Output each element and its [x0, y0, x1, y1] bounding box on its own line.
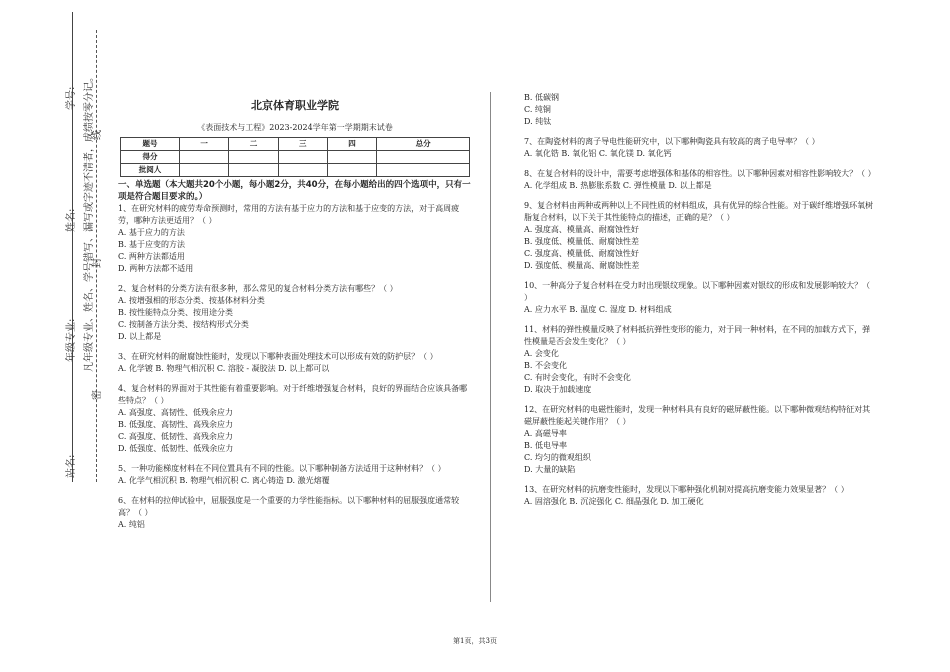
question-option: A. 强度高、模量高、耐腐蚀性好: [524, 225, 639, 234]
grade-major-label: 年级专业:: [66, 318, 77, 362]
question-stem: 5、一种功能梯度材料在不同位置具有不同的性能。以下哪种制备方法适用于这种材料？（ ）: [118, 464, 446, 473]
question-stem: 7、在陶瓷材料的离子导电性能研究中，以下哪种陶瓷具有较高的离子电导率？（ ）: [524, 137, 820, 146]
question-option: B. 不会变化: [524, 361, 567, 370]
question: [524, 404, 874, 476]
question-option: B. 强度低、模量低、耐腐蚀性差: [524, 237, 639, 246]
question-option: A. 纯铝: [118, 520, 145, 529]
question-option: C. 强度高、模量低、耐腐蚀性好: [524, 249, 639, 258]
question: [118, 283, 472, 343]
question-stem: 2、复合材料的分类方法有很多种，那么常见的复合材料分类方法有哪些？（ ）: [118, 284, 398, 293]
question: [118, 383, 472, 455]
score-header-cell: 总分: [377, 138, 470, 151]
binding-mi: 密: [92, 390, 103, 400]
grader-row-label: 批阅人: [121, 164, 180, 177]
score-cell: [278, 151, 327, 164]
binding-xian: 线: [92, 130, 103, 140]
binding-margin: [0, 0, 110, 672]
score-cell: [278, 164, 327, 177]
score-row: [121, 151, 470, 164]
question-option: A. 高磁导率: [524, 429, 567, 438]
question-option: B. 低强度、高韧性、高残余应力: [118, 420, 233, 429]
question-option: D. 低强度、低韧性、低残余应力: [118, 444, 234, 453]
exam-subtitle: 《表面技术与工程》2023-2024学年第一学期期末试卷: [197, 123, 393, 132]
score-cell: [180, 164, 229, 177]
question-stem: 12、在研究材料的电磁性能时，发现一种材料具有良好的磁屏蔽性能。以下哪种微观结构特征对其磁屏蔽性能起关键作用？（ ）: [524, 405, 871, 426]
question-stem: 9、复合材料由两种或两种以上不同性质的材料组成，具有优异的综合性能。对于碳纤维增强环氧树脂复合材料，以下关于其性能特点的描述，正确的是？（ ）: [524, 201, 874, 222]
question: [524, 200, 874, 272]
question-option: C. 纯铜: [524, 105, 551, 114]
question-option: C. 两种方法都适用: [118, 252, 185, 261]
question: [524, 324, 874, 396]
question: [118, 203, 472, 275]
question-option: A. 氧化锆 B. 氧化铝 C. 氧化镁 D. 氧化钙: [524, 149, 672, 158]
question-stem: 13、在研究材料的抗磨变性能时，发现以下哪种强化机制对提高抗磨变能力效果显著？（ ）: [524, 485, 849, 494]
question: [524, 280, 874, 316]
question-option: D. 以上都是: [118, 332, 162, 341]
question: [524, 92, 874, 128]
question: [524, 484, 874, 508]
score-header-cell: 二: [229, 138, 278, 151]
page-footer: 第1页，共3页: [453, 637, 497, 645]
question-option: C. 均匀的微观组织: [524, 453, 591, 462]
question: [118, 495, 472, 531]
question: [524, 136, 874, 160]
question-stem: 8、在复合材料的设计中，需要考虑增强体和基体的相容性。以下哪种因素对相容性影响较大？（ ）: [524, 169, 876, 178]
left-column: [118, 92, 472, 531]
question-option: A. 化学组成 B. 热膨胀系数 C. 弹性模量 D. 以上都是: [524, 181, 712, 190]
question-option: B. 低电导率: [524, 441, 567, 450]
left-question-list: [118, 203, 472, 531]
score-table: [120, 137, 470, 177]
binding-dashed-line: [96, 30, 97, 482]
question-stem: 10、一种高分子复合材料在受力时出现银纹现象。以下哪种因素对银纹的形成和发展影响较大？（ ）: [524, 281, 871, 302]
question-option: B. 低碳钢: [524, 93, 559, 102]
binding-solid-line: [72, 12, 73, 482]
question-option: A. 会变化: [524, 349, 559, 358]
question-option: D. 强度低、模量高、耐腐蚀性差: [524, 261, 640, 270]
question-stem: 4、复合材料的界面对于其性能有着重要影响。对于纤维增强复合材料，良好的界面结合应该具备哪些特点？（ ）: [118, 384, 468, 405]
score-cell: [180, 151, 229, 164]
score-cell: [327, 164, 376, 177]
score-header-cell: 题号: [121, 138, 180, 151]
score-header-cell: 三: [278, 138, 327, 151]
question: [524, 168, 874, 192]
score-row-label: 得分: [121, 151, 180, 164]
right-question-list: [524, 92, 874, 508]
question-option: A. 应力水平 B. 温度 C. 湿度 D. 材料组成: [524, 305, 672, 314]
question-option: B. 基于应变的方法: [118, 240, 185, 249]
question-option: A. 固溶强化 B. 沉淀强化 C. 细晶强化 D. 加工硬化: [524, 497, 704, 506]
question-option: A. 化学镀 B. 物理气相沉积 C. 溶胶 - 凝胶法 D. 以上都可以: [118, 364, 330, 373]
section-heading: 一、单选题（本大题共20个小题，每小题2分，共40分，在每小题给出的四个选项中，只有一项是符合题目要求的。）: [118, 180, 471, 202]
question-option: D. 两种方法都不适用: [118, 264, 194, 273]
score-header-cell: 四: [327, 138, 376, 151]
student-id-label: 学号:: [66, 86, 77, 110]
question-option: D. 大量的缺陷: [524, 465, 576, 474]
question-option: B. 按性能特点分类、按用途分类: [118, 308, 233, 317]
question: [118, 351, 472, 375]
score-header-cell: 一: [180, 138, 229, 151]
score-cell: [377, 164, 470, 177]
question-option: C. 按制备方法分类、按结构形式分类: [118, 320, 249, 329]
question-option: C. 高强度、低韧性、高残余应力: [118, 432, 233, 441]
question-stem: 6、在材料的拉伸试验中，屈服强度是一个重要的力学性能指标。以下哪种材料的屈服强度通常较高？（ ）: [118, 496, 460, 517]
column-divider: [490, 92, 491, 602]
right-column: [524, 92, 874, 508]
question-stem: 1、在研究材料的疲劳寿命预测时，常用的方法有基于应力的方法和基于应变的方法，对于高周疲劳，哪种方法更适用？（ ）: [118, 204, 460, 225]
question-option: A. 高强度、高韧性、低残余应力: [118, 408, 233, 417]
score-cell: [377, 151, 470, 164]
question-option: D. 纯钛: [524, 117, 552, 126]
question-option: A. 按增强相的形态分类、按基体材料分类: [118, 296, 265, 305]
score-table-header: [121, 138, 470, 151]
question: [118, 463, 472, 487]
score-cell: [229, 151, 278, 164]
binding-feng: 封: [92, 258, 103, 268]
question-option: A. 化学气相沉积 B. 物理气相沉积 C. 离心铸造 D. 激光熔覆: [118, 476, 330, 485]
question-stem: 3、在研究材料的耐腐蚀性能时，发现以下哪种表面处理技术可以形成有效的防护层？（ ）: [118, 352, 438, 361]
grader-row: [121, 164, 470, 177]
question-option: D. 取决于加载速度: [524, 385, 592, 394]
question-option: C. 有时会变化，有时不会变化: [524, 373, 631, 382]
question-option: A. 基于应力的方法: [118, 228, 185, 237]
student-name-label: 姓名:: [66, 208, 77, 232]
site-label: 站名:: [66, 454, 77, 478]
question-stem: 11、材料的弹性模量反映了材料抵抗弹性变形的能力，对于同一种材料，在不同的加载方式下，弹性模量是否会发生变化？（ ）: [524, 325, 871, 346]
score-cell: [327, 151, 376, 164]
score-cell: [229, 164, 278, 177]
binding-warning: 凡年级专业、姓名、学号错写、漏写或字迹不清者，成绩按零分记。: [84, 72, 95, 372]
school-name: 北京体育职业学院: [251, 99, 339, 112]
